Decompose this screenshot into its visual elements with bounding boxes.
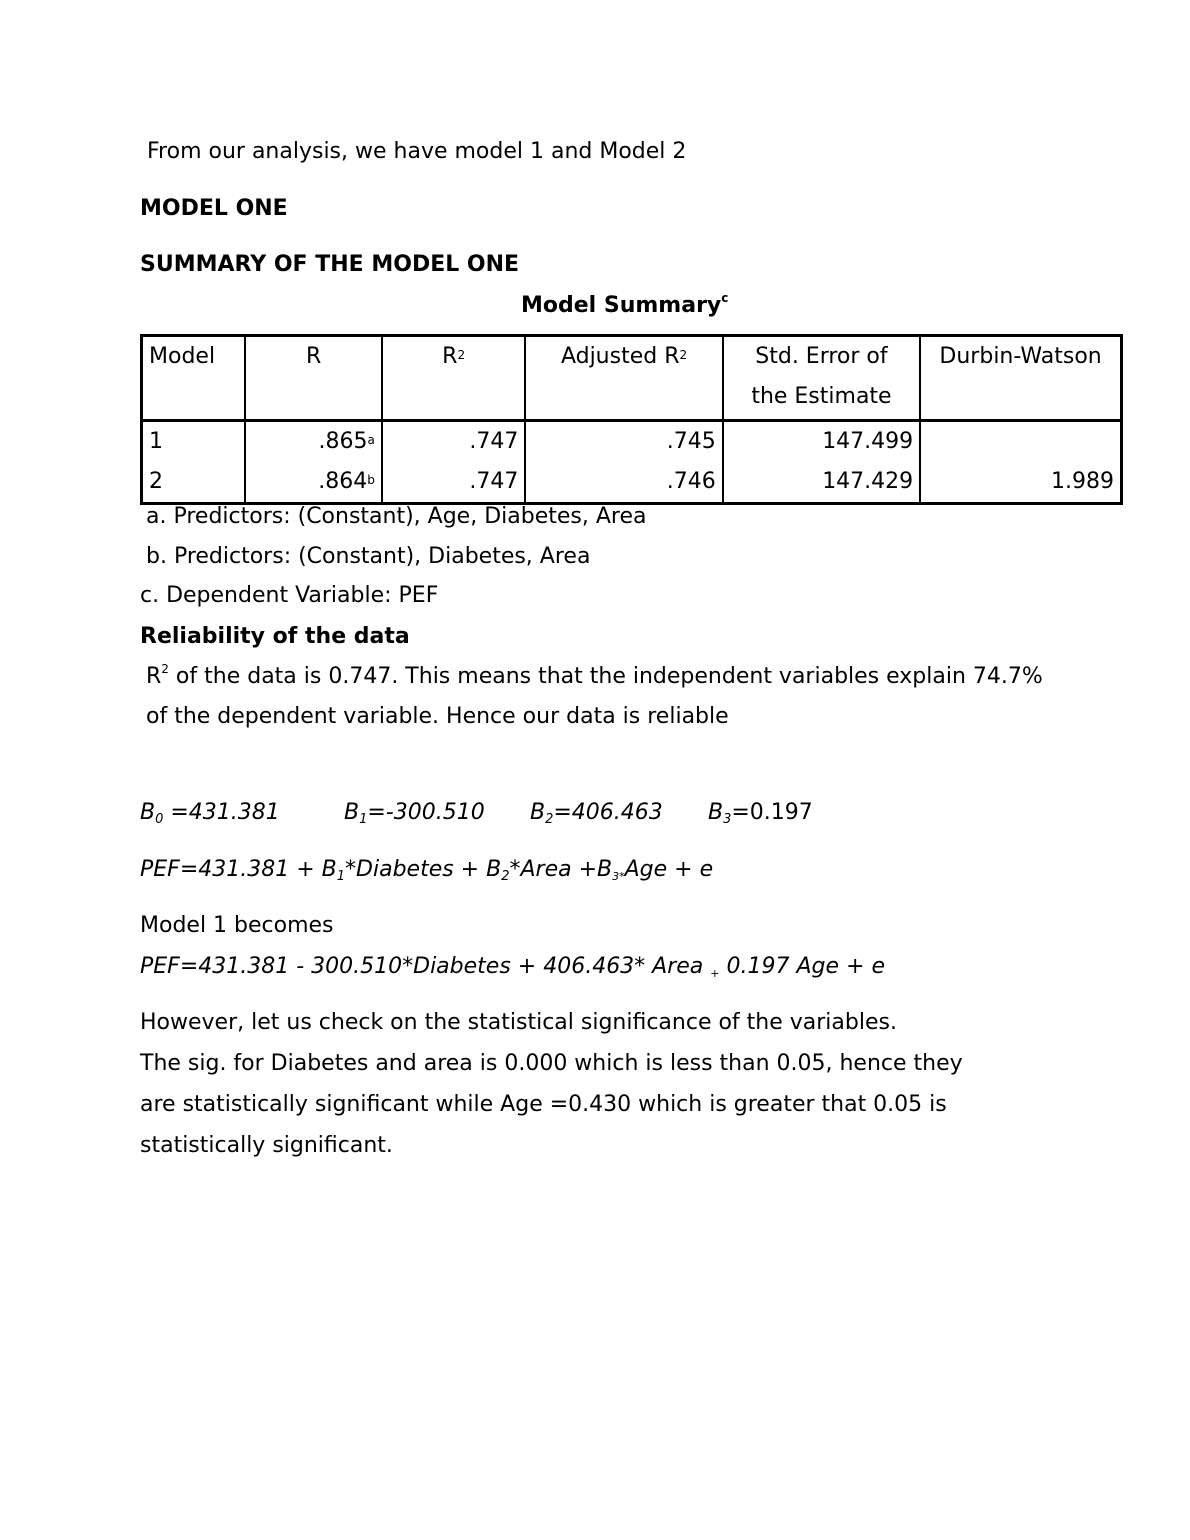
coef-b2: $B_2=406.463$ — [530, 800, 663, 827]
coef-b0: $B_0 =431.381$ — [140, 800, 280, 827]
table-header-row — [142, 336, 1122, 421]
equation-general: $PEF=431.381 + B_1*Diabetes$ + $B_2*Area +B3*Age + e$ — [140, 857, 714, 884]
footnote-a: a. Predictors: (Constant), Age, Diabetes, Area — [146, 504, 647, 529]
footnote-b: b. Predictors: (Constant), Diabetes, Area — [146, 544, 591, 569]
header-model: Model — [142, 336, 246, 421]
reliability-line-2: of the dependent variable. Hence our data is reliable — [146, 704, 729, 729]
header-std-error: Std. Error of the Estimate — [723, 336, 920, 421]
intro-text: From our analysis, we have model 1 and Model 2 — [147, 139, 687, 164]
coef-b1: $B_1=-300.510$ — [344, 800, 485, 827]
reliability-line-1: $R^2$ of the data is 0.747. This means that the independent variables explain 74.7% — [146, 662, 1043, 689]
significance-line-2: The sig. for Diabetes and area is 0.000 which is less than 0.05, hence they — [140, 1051, 963, 1076]
cell-std-error: 147.499 — [723, 421, 920, 463]
coef-b3: $B_3=0.197$ — [708, 800, 813, 827]
header-r2: $R^2$ — [382, 336, 525, 421]
cell-durbin-watson: 1.989 — [920, 462, 1121, 504]
cell-durbin-watson — [920, 421, 1121, 463]
cell-adj-r2: .746 — [525, 462, 722, 504]
model-summary-table — [140, 334, 1123, 505]
significance-line-4: statistically significant. — [140, 1133, 393, 1158]
cell-model: 1 — [142, 421, 246, 463]
cell-r2: .747 — [382, 421, 525, 463]
cell-std-error: 147.429 — [723, 462, 920, 504]
table-row — [142, 421, 1122, 463]
header-durbin-watson: Durbin-Watson — [920, 336, 1121, 421]
equation-model1: PEF=431.381 - 300.510*Diabetes + 406.463* Area + 0.197 Age + e — [140, 954, 885, 980]
cell-r: .864$^b$ — [245, 462, 382, 504]
header-r: R — [245, 336, 382, 421]
header-adj-r2: Adjusted $R^2$ — [525, 336, 722, 421]
model1-becomes: Model 1 becomes — [140, 913, 334, 938]
cell-r2: .747 — [382, 462, 525, 504]
heading-model-one: MODEL ONE — [140, 196, 288, 221]
reliability-heading: Reliability of the data — [140, 624, 410, 649]
footnote-c: c. Dependent Variable: PEF — [140, 583, 439, 608]
heading-summary: SUMMARY OF THE MODEL ONE — [140, 252, 520, 277]
cell-r: .865$^a$ — [245, 421, 382, 463]
table-title: Model Summary$^c$ — [521, 291, 729, 318]
table-row — [142, 462, 1122, 504]
cell-adj-r2: .745 — [525, 421, 722, 463]
cell-model: 2 — [142, 462, 246, 504]
significance-line-3: are statistically significant while Age =0.430 which is greater that 0.05 is — [140, 1092, 947, 1117]
significance-line-1: However, let us check on the statistical significance of the variables. — [140, 1010, 897, 1035]
